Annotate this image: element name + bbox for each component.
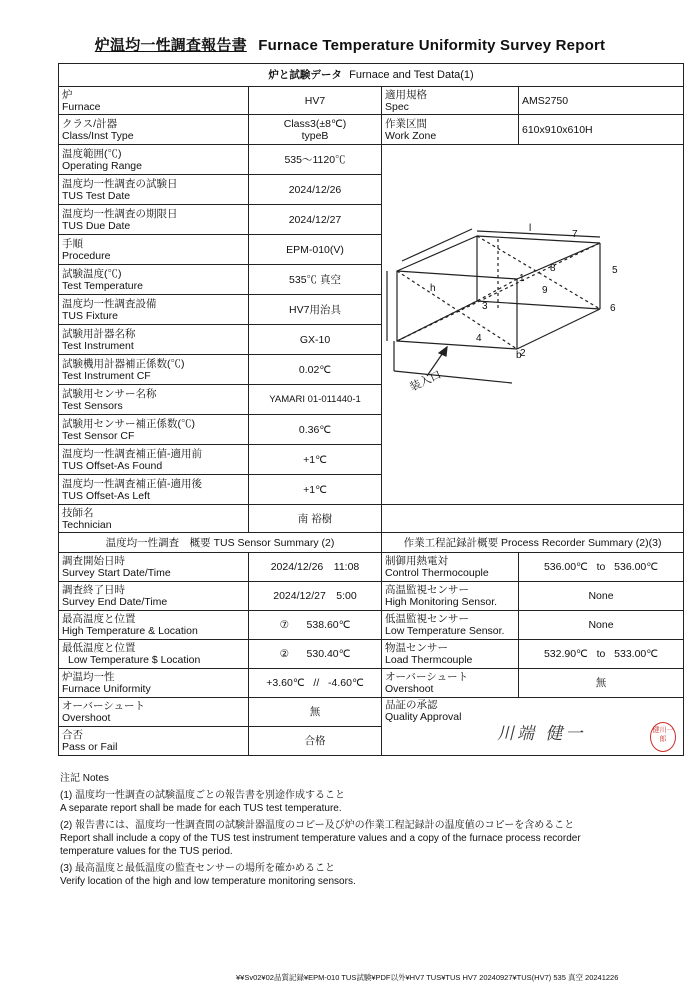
control-tc-label: 制御用熱電対 Control Thermocouple [382, 553, 519, 582]
test-date-value: 2024/12/26 [249, 175, 382, 205]
class-label: クラス/計器 Class/Inst Type [59, 115, 249, 145]
high-sensor-value: None [519, 582, 684, 611]
start-label: 調査開始日時 Survey Start Date/Time [59, 553, 249, 582]
procedure-value: EPM-010(V) [249, 235, 382, 265]
diagram-num-4: 4 [476, 332, 482, 344]
dim-label-b: b [516, 349, 522, 361]
control-tc-value: 536.00℃ to 536.00℃ [519, 553, 684, 582]
fixture-label: 温度均一性調査設備 TUS Fixture [59, 295, 249, 325]
fixture-value: HV7用治具 [249, 295, 382, 325]
section1-header: 炉と試験データ Furnace and Test Data(1) [59, 64, 684, 87]
furnace-label: 炉 Furnace [59, 87, 249, 115]
high-temp-label: 最高温度と位置 High Temperature & Location [59, 611, 249, 640]
note2-en2: temperature values for the TUS period. [60, 846, 233, 857]
test-temp-value: 535℃ 真空 [249, 265, 382, 295]
overshoot-label: オーバーシュート Overshoot [59, 698, 249, 727]
note2-jp: (2) 報告書には、温度均一性調査間の試験計器温度のコピー及び炉の作業工程記録計の温度値のコピーを含めること [60, 820, 575, 831]
approval-stamp: 健川一郎 [650, 722, 676, 752]
technician-label: 技師名 Technician [59, 505, 249, 533]
entrance-label: 装入口 [408, 368, 444, 394]
workzone-label: 作業区間 Work Zone [382, 115, 519, 145]
diagram-num-7: 7 [572, 228, 578, 240]
furnace-sketch-svg [382, 151, 682, 496]
end-label: 調査終了日時 Survey End Date/Time [59, 582, 249, 611]
uniformity-value: +3.60℃ // -4.60℃ [249, 669, 382, 698]
sensor-cf-label: 試験用センサー補正係数(℃) Test Sensor CF [59, 415, 249, 445]
instrument-label: 試験用計器名称 Test Instrument [59, 325, 249, 355]
diagram-num-9: 9 [542, 284, 548, 296]
title-jp: 炉温均一性調査報告書 [94, 36, 247, 54]
high-temp-value: ⑦ 538.60℃ [249, 611, 382, 640]
title-en: Furnace Temperature Uniformity Survey Report [258, 37, 606, 54]
overshoot-value: 無 [249, 698, 382, 727]
load-tc-value: 532.90℃ to 533.00℃ [519, 640, 684, 669]
sensor-cf-value: 0.36℃ [249, 415, 382, 445]
range-value: 535～1120℃ [249, 145, 382, 175]
instrument-value: GX-10 [249, 325, 382, 355]
high-sensor-label: 高温監視センサー High Monitoring Sensor. [382, 582, 519, 611]
low-temp-value: ② 530.40℃ [249, 640, 382, 669]
low-temp-label: 最低温度と位置 Low Temperature $ Location [59, 640, 249, 669]
note2-en1: Report shall include a copy of the TUS test instrument temperature values and a copy of the furnace process recorder [60, 833, 581, 844]
sensors-value: YAMARI 01-011440-1 [249, 385, 382, 415]
note3-jp: (3) 最高温度と最低温度の監査センサーの場所を確かめること [60, 863, 335, 874]
test-temp-label: 試験温度(℃) Test Temperature [59, 265, 249, 295]
file-path-footer: ¥¥Sv02¥02品質記録¥EPM-010 TUS試験¥PDF以外¥HV7 TUS¥TUS HV7 20240927¥TUS(HV7) 535 真空 20241226 [236, 973, 619, 982]
recorder-summary-header: 作業工程記録計概要 Process Recorder Summary (2)(3) [382, 533, 684, 553]
technician-value: 南 裕樹 [249, 505, 382, 533]
note3-en: Verify location of the high and low temperature monitoring sensors. [60, 876, 356, 887]
low-sensor-value: None [519, 611, 684, 640]
due-date-label: 温度均一性調査の期限日 TUS Due Date [59, 205, 249, 235]
dim-label-l: l [529, 222, 532, 234]
class-value: Class3(±8℃) typeB [249, 115, 382, 145]
load-tc-label: 物温センサー Load Thermcouple [382, 640, 519, 669]
notes-section [60, 772, 680, 888]
approval-signature: 川端 健一 [497, 724, 586, 744]
summary-table [58, 532, 684, 756]
furnace-value: HV7 [249, 87, 382, 115]
procedure-label: 手順 Procedure [59, 235, 249, 265]
sensors-label: 試験用センサー名称 Test Sensors [59, 385, 249, 415]
approval-label: 品証の承認 Quality Approval [385, 699, 462, 723]
range-label: 温度範囲(℃) Operating Range [59, 145, 249, 175]
note1-en: A separate report shall be made for each TUS test temperature. [60, 803, 342, 814]
furnace-test-data-table [58, 63, 684, 533]
spec-value: AMS2750 [519, 87, 684, 115]
due-date-value: 2024/12/27 [249, 205, 382, 235]
instrument-cf-label: 試験機用計器補正係数(℃) Test Instrument CF [59, 355, 249, 385]
dim-label-h: h [430, 282, 436, 294]
spec-label: 適用規格 Spec [382, 87, 519, 115]
diagram-num-6: 6 [610, 302, 616, 314]
report-title [0, 34, 700, 55]
offset-left-value: +1℃ [249, 475, 382, 505]
diagram-num-5: 5 [612, 264, 618, 276]
pass-value: 合格 [249, 727, 382, 756]
test-date-label: 温度均一性調査の試験日 TUS Test Date [59, 175, 249, 205]
quality-approval-cell [382, 698, 684, 756]
work-zone-diagram [382, 145, 684, 505]
offset-left-label: 温度均一性調査補正値-適用後 TUS Offset-As Left [59, 475, 249, 505]
box-front-face [397, 236, 477, 341]
workzone-value: 610x910x610H [519, 115, 684, 145]
instrument-cf-value: 0.02℃ [249, 355, 382, 385]
overshoot-r-value: 無 [519, 669, 684, 698]
notes-heading: 注記 Notes [60, 773, 109, 784]
low-sensor-label: 低温監視センサー Low Temperature Sensor. [382, 611, 519, 640]
offset-found-value: +1℃ [249, 445, 382, 475]
uniformity-label: 炉温均一性 Furnace Uniformity [59, 669, 249, 698]
diagram-num-2: 2 [520, 347, 526, 359]
offset-found-label: 温度均一性調査補正値-適用前 TUS Offset-As Found [59, 445, 249, 475]
pass-label: 合否 Pass or Fail [59, 727, 249, 756]
diagram-num-1: 1 [519, 272, 525, 284]
overshoot-r-label: オーバーシュート Overshoot [382, 669, 519, 698]
end-value: 2024/12/27 5:00 [249, 582, 382, 611]
diagram-num-8: 8 [550, 262, 556, 274]
diagram-num-3: 3 [482, 300, 488, 312]
start-value: 2024/12/26 11:08 [249, 553, 382, 582]
tus-summary-header: 温度均一性調査 概要 TUS Sensor Summary (2) [59, 533, 382, 553]
note1-jp: (1) 温度均一性調査の試験温度ごとの報告書を別途作成すること [60, 790, 345, 801]
